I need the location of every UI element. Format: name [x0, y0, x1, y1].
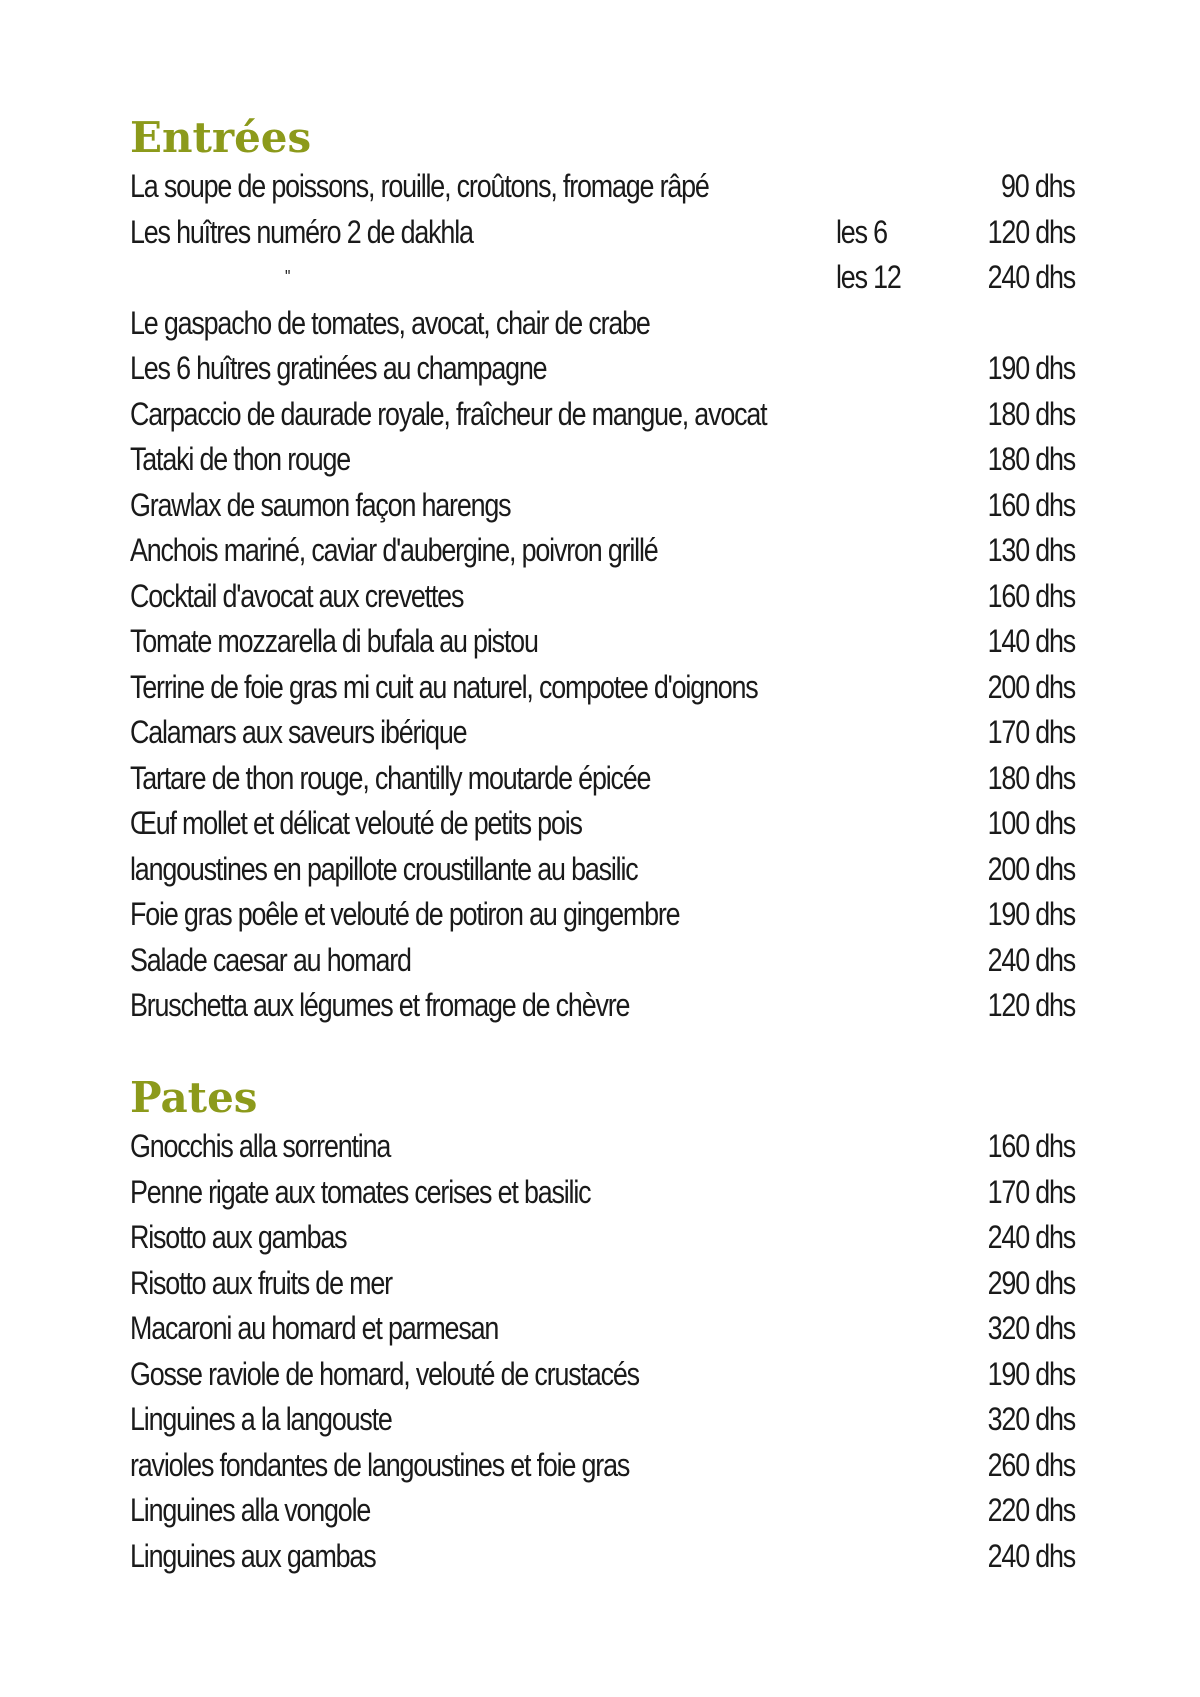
item-price: 320 dhs — [987, 1310, 1075, 1346]
item-name: Carpaccio de daurade royale, fraîcheur de mangue, avocat — [130, 395, 767, 432]
item-quantity: les 12 — [836, 259, 901, 295]
menu-item — [130, 164, 1075, 210]
item-name: La soupe de poissons, rouille, croûtons, fromage râpé — [130, 168, 709, 204]
menu-item — [130, 892, 1075, 938]
item-name: Cocktail d'avocat aux crevettes — [130, 577, 464, 614]
item-price: 240 dhs — [987, 941, 1075, 978]
item-price: 190 dhs — [987, 1355, 1075, 1392]
item-name: Risotto aux fruits de mer — [130, 1264, 392, 1301]
menu-item — [130, 847, 1075, 893]
item-price: 170 dhs — [987, 1173, 1075, 1210]
menu-item — [130, 938, 1075, 984]
item-name: Bruschetta aux légumes et fromage de chèvre — [130, 987, 630, 1023]
item-name: Calamars aux saveurs ibérique — [130, 714, 467, 750]
item-price: 180 dhs — [987, 441, 1075, 477]
item-name: Linguines a la langouste — [130, 1401, 392, 1437]
ditto-mark: " — [285, 267, 290, 287]
item-price: 180 dhs — [987, 395, 1075, 432]
menu-item — [130, 528, 1075, 574]
menu-item — [130, 1488, 1075, 1534]
menu-item — [130, 392, 1075, 438]
item-price: 240 dhs — [987, 1537, 1075, 1574]
menu-item — [130, 1397, 1075, 1443]
item-price: 100 dhs — [987, 805, 1075, 841]
item-price: 200 dhs — [987, 668, 1075, 705]
item-name: Tartare de thon rouge, chantilly moutarde épicée — [130, 759, 651, 796]
item-name: Les huîtres numéro 2 de dakhla — [130, 213, 473, 250]
item-name: Tataki de thon rouge — [130, 441, 351, 477]
item-name: Foie gras poêle et velouté de potiron au gingembre — [130, 896, 680, 932]
item-name: Grawlax de saumon façon harengs — [130, 486, 511, 523]
menu-item — [130, 983, 1075, 1029]
item-name: Les 6 huîtres gratinées au champagne — [130, 350, 547, 386]
item-name: Linguines alla vongole — [130, 1492, 371, 1528]
item-price: 170 dhs — [987, 714, 1075, 750]
section-title-pates: Pates — [130, 1073, 258, 1122]
item-price: 130 dhs — [987, 532, 1075, 568]
section-title-entrees: Entrées — [130, 113, 312, 162]
item-price: 190 dhs — [987, 896, 1075, 932]
item-name: Penne rigate aux tomates cerises et basilic — [130, 1173, 591, 1210]
item-name: Œuf mollet et délicat velouté de petits pois — [130, 805, 582, 841]
entrees-list — [130, 164, 1075, 1029]
item-name: langoustines en papillote croustillante au basilic — [130, 850, 638, 887]
menu-item — [130, 1534, 1075, 1580]
pates-list — [130, 1124, 1075, 1579]
menu-item — [130, 665, 1075, 711]
menu-item — [130, 210, 1075, 256]
menu-item — [130, 574, 1075, 620]
item-price: 260 dhs — [987, 1446, 1075, 1483]
menu-item — [130, 756, 1075, 802]
item-name: Terrine de foie gras mi cuit au naturel, compotee d'oignons — [130, 668, 758, 705]
menu-item — [130, 437, 1075, 483]
menu-item — [130, 346, 1075, 392]
item-price: 320 dhs — [987, 1401, 1075, 1437]
item-name: ravioles fondantes de langoustines et foie gras — [130, 1446, 630, 1483]
item-name: Gosse raviole de homard, velouté de crustacés — [130, 1355, 639, 1392]
item-price: 120 dhs — [987, 987, 1075, 1023]
item-price: 90 dhs — [1001, 168, 1075, 204]
menu-item — [130, 1124, 1075, 1170]
item-price: 160 dhs — [987, 577, 1075, 614]
menu-item — [130, 1443, 1075, 1489]
item-price: 290 dhs — [987, 1264, 1075, 1301]
item-name: Anchois mariné, caviar d'aubergine, poivron grillé — [130, 532, 658, 568]
item-name: Risotto aux gambas — [130, 1219, 347, 1255]
item-price: 220 dhs — [987, 1492, 1075, 1528]
menu-item — [130, 1170, 1075, 1216]
menu-item — [130, 483, 1075, 529]
item-price: 200 dhs — [987, 850, 1075, 887]
item-quantity: les 6 — [836, 213, 887, 250]
menu-item — [130, 619, 1075, 665]
menu-item — [130, 710, 1075, 756]
menu-item — [130, 301, 1075, 347]
menu-item — [130, 1306, 1075, 1352]
item-price: 160 dhs — [987, 1128, 1075, 1164]
item-price: 240 dhs — [987, 259, 1075, 295]
item-name: Gnocchis alla sorrentina — [130, 1128, 391, 1164]
item-price: 140 dhs — [987, 623, 1075, 659]
item-price: 120 dhs — [987, 213, 1075, 250]
menu-item — [130, 255, 1075, 301]
menu-item — [130, 1261, 1075, 1307]
item-name: Salade caesar au homard — [130, 941, 411, 978]
item-price: 180 dhs — [987, 759, 1075, 796]
item-name: Tomate mozzarella di bufala au pistou — [130, 623, 538, 659]
menu-item — [130, 1215, 1075, 1261]
item-price: 240 dhs — [987, 1219, 1075, 1255]
menu-item — [130, 1352, 1075, 1398]
item-name: Le gaspacho de tomates, avocat, chair de crabe — [130, 304, 650, 341]
item-price: 160 dhs — [987, 486, 1075, 523]
item-name: Linguines aux gambas — [130, 1537, 376, 1574]
menu-item — [130, 801, 1075, 847]
item-price: 190 dhs — [987, 350, 1075, 386]
item-name: Macaroni au homard et parmesan — [130, 1310, 499, 1346]
